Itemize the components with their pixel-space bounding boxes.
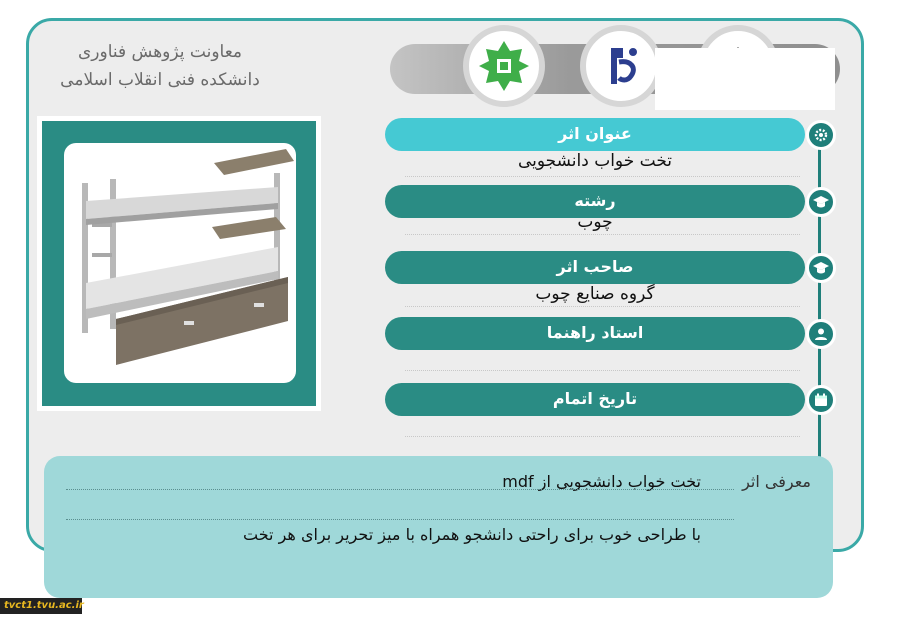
redacted-area xyxy=(655,48,835,110)
photo-frame xyxy=(37,116,321,411)
field-supervisor-label: استاد راهنما xyxy=(546,323,644,342)
bunk-bed-image xyxy=(64,143,296,383)
divider xyxy=(405,370,800,371)
field-owner-value: گروه صنایع چوب xyxy=(535,284,655,304)
field-major-value: چوب xyxy=(577,212,613,232)
field-supervisor-pill xyxy=(385,317,805,350)
org-subtitle: دانشکده فنی انقلاب اسلامی xyxy=(60,70,260,90)
intro-line-2: با طراحی خوب برای راحتی دانشجو همراه با میز تحریر برای هر تخت xyxy=(243,525,701,544)
site-url[interactable]: tvct1.tvu.ac.ir xyxy=(0,598,82,614)
field-date-pill xyxy=(385,383,805,416)
field-title-label: عنوان اثر xyxy=(558,124,632,143)
divider xyxy=(405,176,800,177)
divider xyxy=(405,306,800,307)
divider xyxy=(405,436,800,437)
field-title-pill xyxy=(385,118,805,151)
university-logo-icon xyxy=(580,25,662,107)
field-major-label: رشته xyxy=(574,191,616,210)
field-owner-label: صاحب اثر xyxy=(556,257,634,276)
user-icon xyxy=(806,319,836,349)
divider xyxy=(66,519,734,520)
calendar-icon xyxy=(806,385,836,415)
intro-line-1: تخت خواب دانشجویی از mdf xyxy=(502,472,701,491)
divider xyxy=(66,489,734,490)
graduation-cap-icon xyxy=(806,253,836,283)
gear-icon xyxy=(806,120,836,150)
graduation-cap-icon xyxy=(806,187,836,217)
intro-label: معرفی اثر xyxy=(742,472,811,491)
field-title-value: تخت خواب دانشجویی xyxy=(517,151,673,171)
org-title: معاونت پژوهش فناوری xyxy=(77,42,243,62)
divider xyxy=(405,234,800,235)
field-date-label: تاریخ اتمام xyxy=(552,389,638,408)
intro-panel xyxy=(44,456,833,598)
college-emblem-icon xyxy=(463,25,545,107)
field-owner-pill xyxy=(385,251,805,284)
